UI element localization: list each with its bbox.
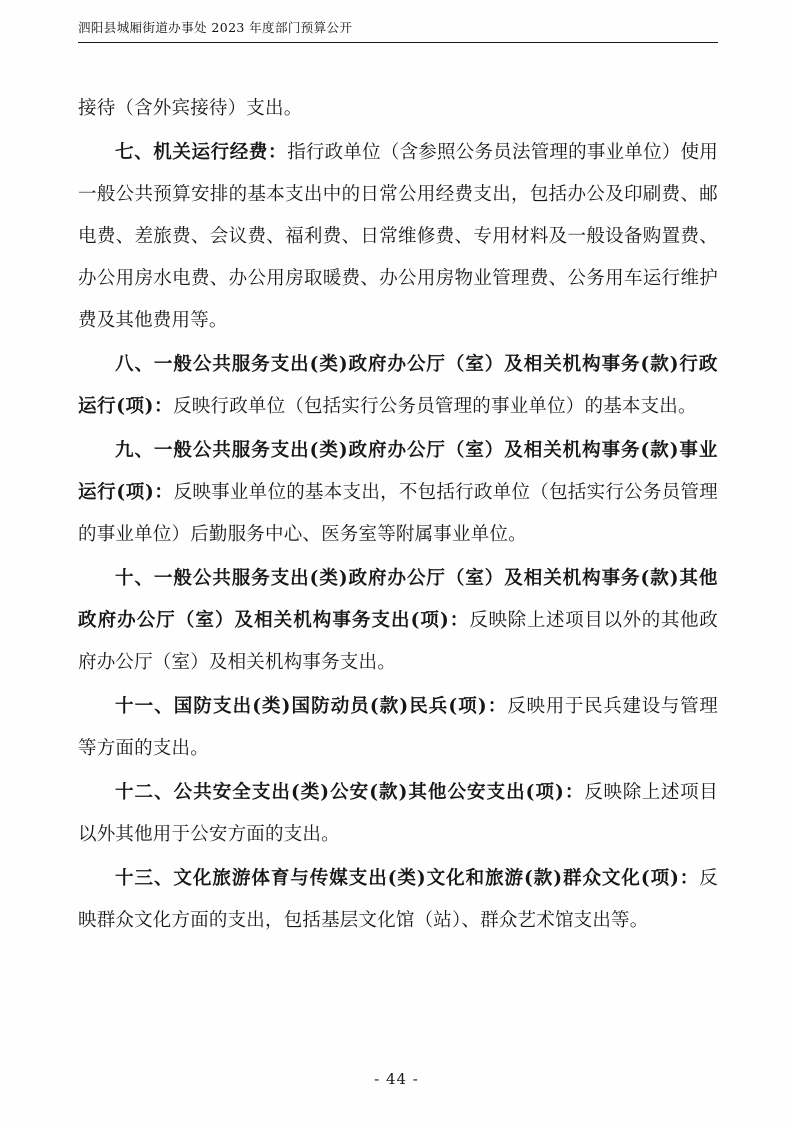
- paragraph-text: 反映除上述项目以外的其他政府办公厅（室）及相关机构事务支出。: [78, 610, 719, 673]
- paragraph: [78, 132, 718, 342]
- paragraph: [78, 430, 718, 556]
- paragraph-text: 反映事业单位的基本支出，不包括行政单位（包括实行公务员管理的事业单位）后勤服务中心、医务室等附属事业单位。: [78, 482, 718, 545]
- document-body: [78, 88, 718, 944]
- paragraph-text: 指行政单位（含参照公务员法管理的事业单位）使用一般公共预算安排的基本支出中的日常公用经费支出，包括办公及印刷费、邮电费、差旅费、会议费、福利费、日常维修费、专用材料及一般设备购置费、办公用房水电费、办公用房取暖费、办公用房物业管理费、公务用车运行维护费及其他费用等。: [78, 142, 718, 331]
- paragraph: [78, 88, 718, 130]
- page-footer: [0, 1070, 793, 1088]
- header-title: 泗阳县城厢街道办事处 2023 年度部门预算公开: [78, 20, 353, 35]
- page-header: [78, 18, 718, 43]
- paragraph: [78, 858, 718, 942]
- paragraph-heading: 十二、公共安全支出(类)公安(款)其他公安支出(项)：: [115, 782, 585, 803]
- header-divider: [78, 42, 718, 43]
- paragraph-text: 反映行政单位（包括实行公务员管理的事业单位）的基本支出。: [173, 396, 697, 417]
- paragraph-heading: 十一、国防支出(类)国防动员(款)民兵(项)：: [115, 696, 508, 717]
- paragraph-heading: 九、一般公共服务支出(类)政府办公厅（室）及相关机构事务(款)事业运行(项)：: [78, 440, 718, 503]
- paragraph-heading: 八、一般公共服务支出(类)政府办公厅（室）及相关机构事务(款)行政运行(项)：: [78, 354, 718, 417]
- paragraph-heading: 七、机关运行经费：: [115, 142, 288, 163]
- paragraph-text: 接待（含外宾接待）支出。: [78, 98, 303, 119]
- paragraph-text: 反映除上述项目以外其他用于公安方面的支出。: [78, 782, 718, 845]
- paragraph-text: 反映用于民兵建设与管理等方面的支出。: [78, 696, 719, 759]
- paragraph-heading: 十三、文化旅游体育与传媒支出(类)文化和旅游(款)群众文化(项)：: [115, 868, 700, 889]
- paragraph: [78, 558, 718, 684]
- paragraph: [78, 772, 718, 856]
- paragraph-text: 反映群众文化方面的支出，包括基层文化馆（站）、群众艺术馆支出等。: [78, 868, 718, 931]
- paragraph: [78, 344, 718, 428]
- paragraph: [78, 686, 718, 770]
- page-number: - 44 -: [374, 1070, 419, 1088]
- paragraph-heading: 十、一般公共服务支出(类)政府办公厅（室）及相关机构事务(款)其他政府办公厅（室）及相关机构事务支出(项)：: [78, 568, 718, 631]
